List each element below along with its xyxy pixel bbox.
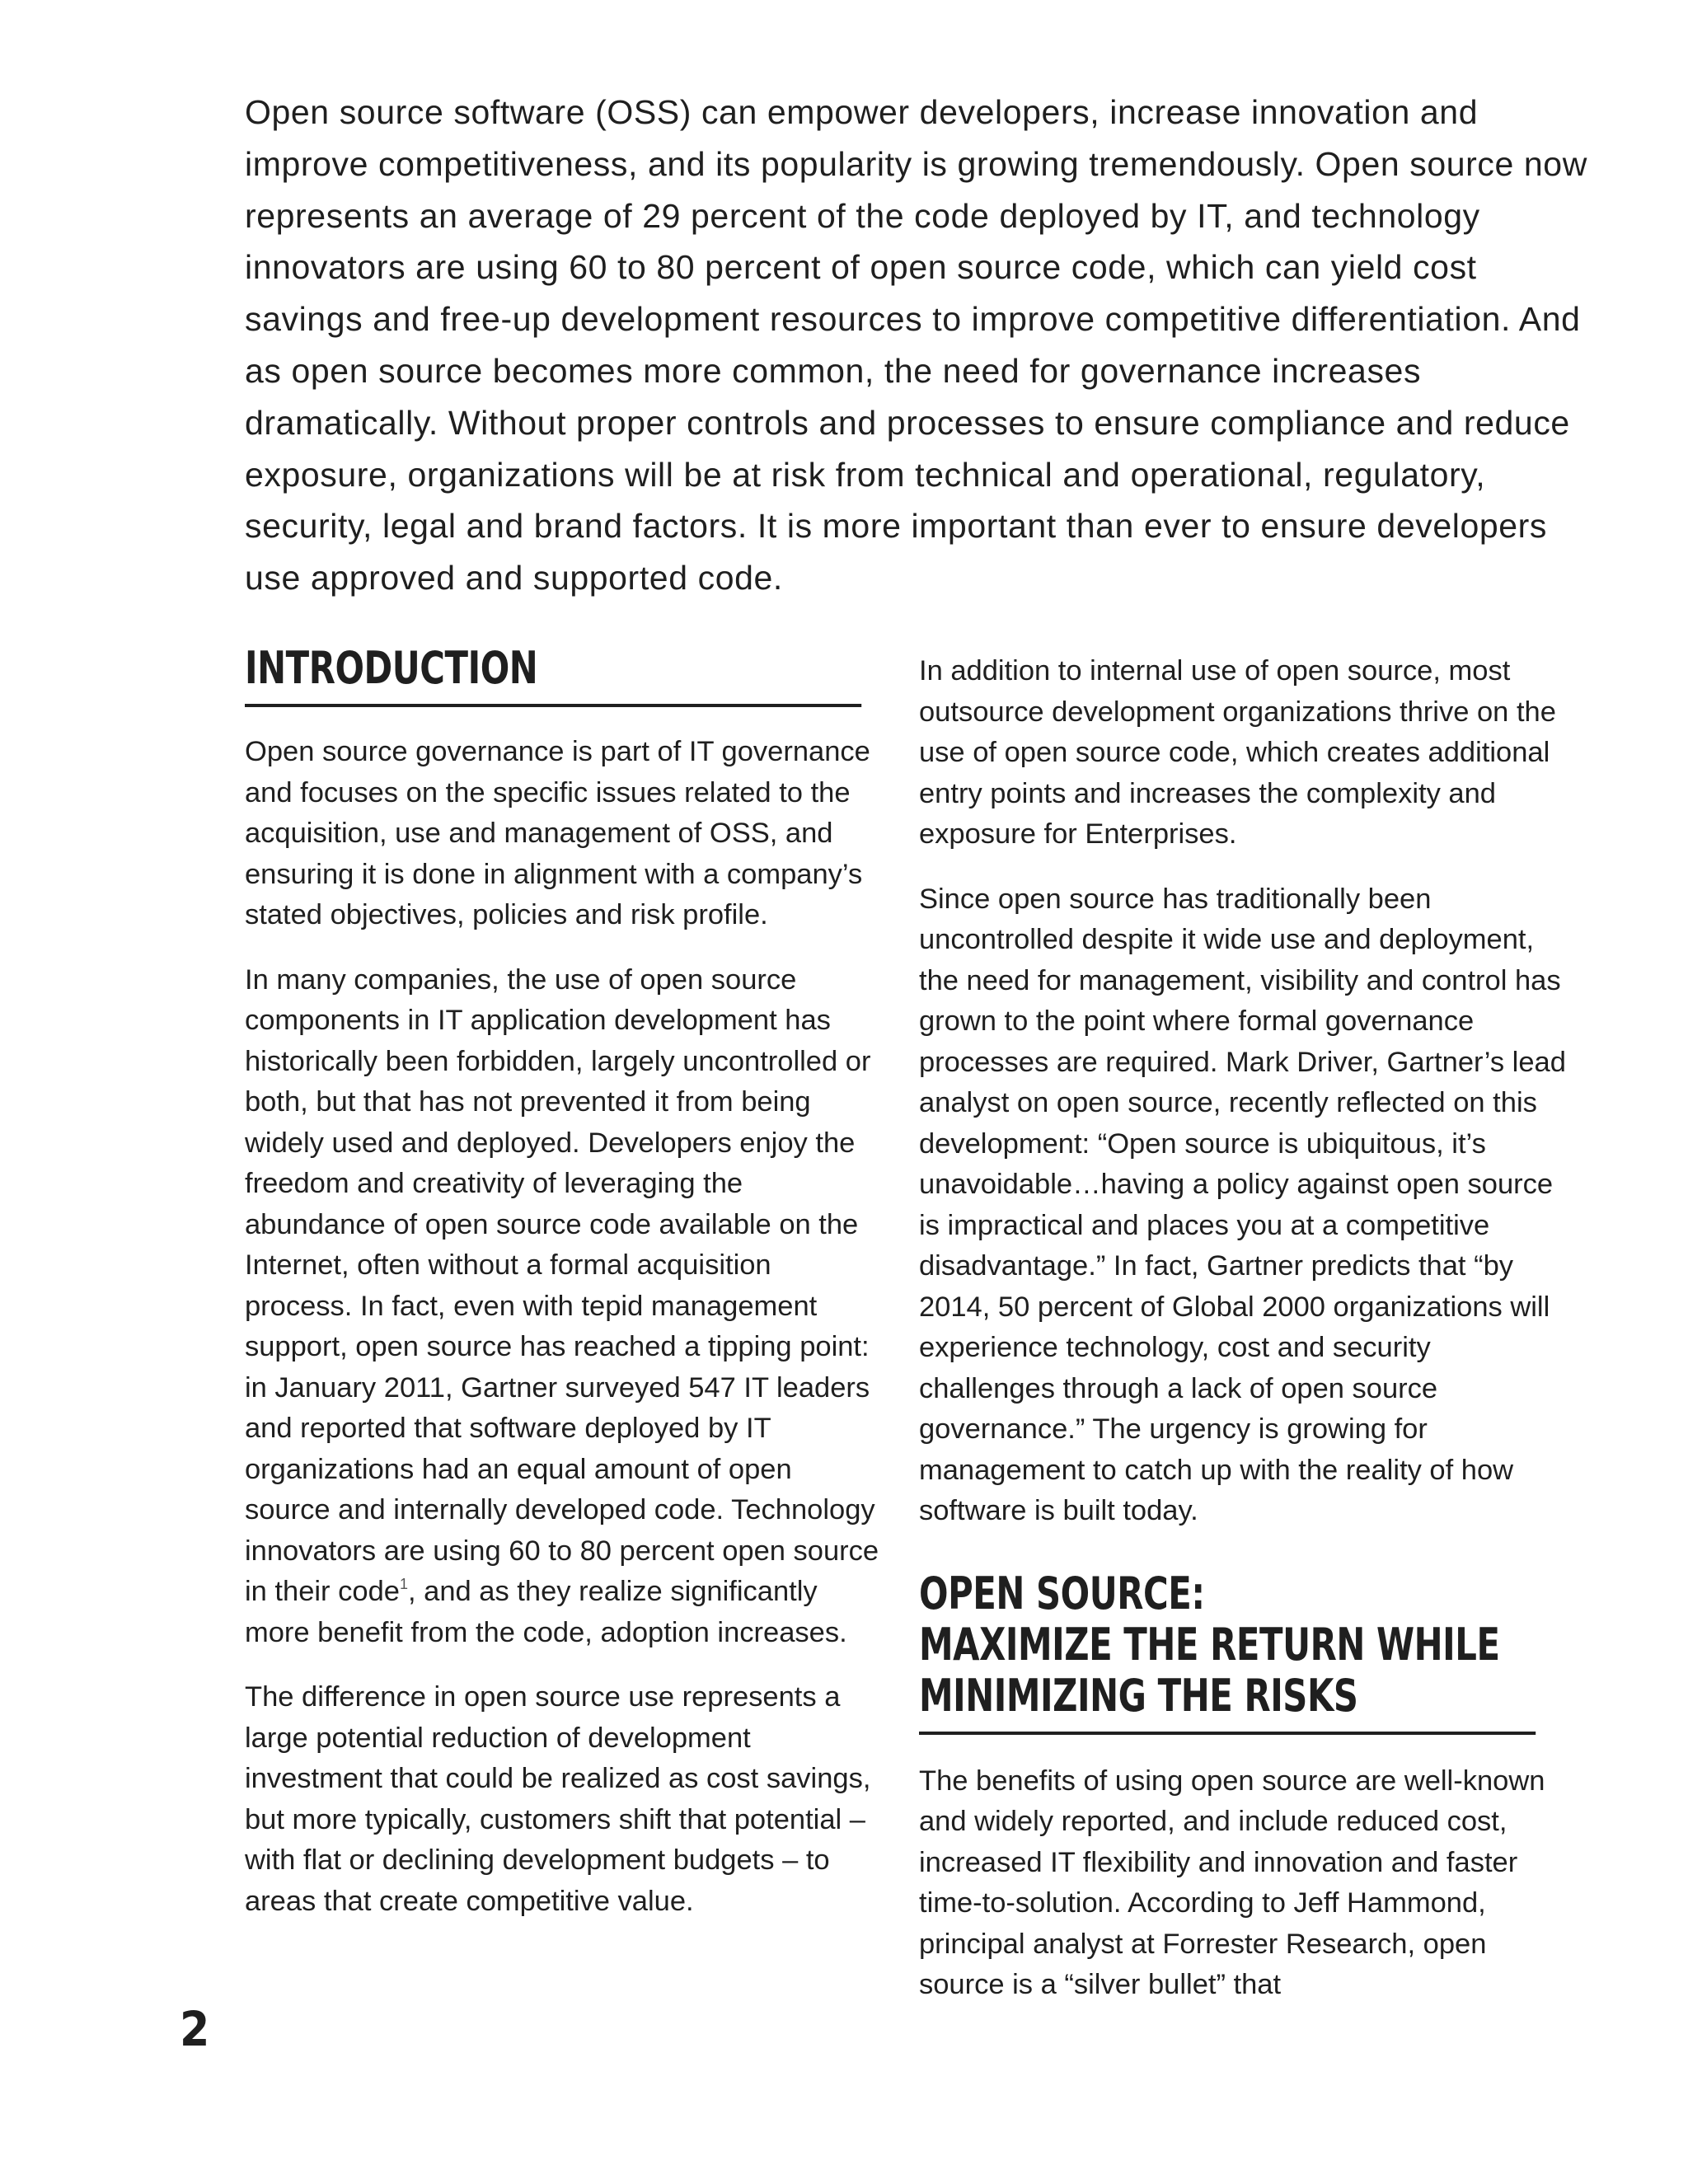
right-paragraph-3: The benefits of using open source are well-known and widely reported, and include reduced cost, increased IT flexibility and innovation and faster time-to-solution. According to Jeff Hammond, principal analyst at Forrester Research, open source is a “silver bullet” that xyxy=(919,1765,1545,2000)
footnote-marker[interactable]: 1 xyxy=(399,1576,408,1592)
right-paragraph-1: In addition to internal use of open source, most outsource development organizations thrive on the use of open source code, which creates additional entry points and increases the complexity and exposure for Enterprises. xyxy=(919,655,1556,850)
right-column xyxy=(919,651,1570,2030)
right-paragraph-2: Since open source has traditionally been uncontrolled despite it wide use and deployment, the need for management, visibility and control has grown to the point where formal governance processes are required. Mark Driver, Gartner’s lead analyst on open source, recently reflected on this development: “Open source is ubiquitous, it’s unavoidable…having a policy against open source is impractical and places you at a competitive disadvantage.” In fact, Gartner predicts that “by 2014, 50 percent of Global 2000 organizations will experience technology, cost and security challenges through a lack of open source governance.” The urgency is growing for management to catch up with the reality of how software is built today. xyxy=(919,883,1566,1526)
introduction-heading-wrap xyxy=(245,643,863,707)
intro-paragraph-2 xyxy=(245,960,879,1654)
open-source-heading: OPEN SOURCE: MAXIMIZE THE RETURN WHILE MINIMIZING THE RISKS xyxy=(919,1568,1536,1735)
intro-paragraph-3: The difference in open source use represents a large potential reduction of development investment that could be realized as cost savings, but more typically, customers shift that potential – with flat or declining development budgets – to areas that create competitive value. xyxy=(245,1681,871,1917)
intro-paragraph-2-tail: , and as they realize significantly more benefit from the code, adoption increases. xyxy=(245,1576,847,1648)
intro-paragraph-2-text: In many companies, the use of open source components in IT application development has historically been forbidden, largely uncontrolled or both, but that has not prevented it from being widely used and deployed. Developers enjoy the freedom and creativity of leveraging the abundance of open source code available on the Internet, often without a formal acquisition process. In fact, even with tepid management support, open source has reached a tipping point: in January 2011, Gartner surveyed 547 IT leaders and reported that software deployed by IT organizations had an equal amount of open source and internally developed code. Technology innovators are using 60 to 80 percent open source in their code xyxy=(245,963,879,1607)
left-column xyxy=(245,643,879,1946)
intro-paragraph-1: Open source governance is part of IT governance and focuses on the specific issues related to the acquisition, use and management of OSS, and ensuring it is done in alignment with a company’s stated objectives, policies and risk profile. xyxy=(245,736,870,930)
open-source-heading-wrap xyxy=(919,1568,1537,1735)
page-number: 2 xyxy=(180,2001,210,2057)
introduction-heading: INTRODUCTION xyxy=(245,643,861,707)
lead-paragraph: Open source software (OSS) can empower developers, increase innovation and improve competitiveness, and its popularity is growing tremendously. Open source now represents an average of 29 percent of the code deployed by IT, and technology innovators are using 60 to 80 percent of open source code, which can yield cost savings and free-up development resources to improve competitive differentiation. And as open source becomes more common, the need for governance increases dramatically. Without proper controls and processes to ensure compliance and reduce exposure, organizations will be at risk from technical and operational, regulatory, security, legal and brand factors. It is more important than ever to ensure developers use approved and supported code. xyxy=(245,93,1587,598)
